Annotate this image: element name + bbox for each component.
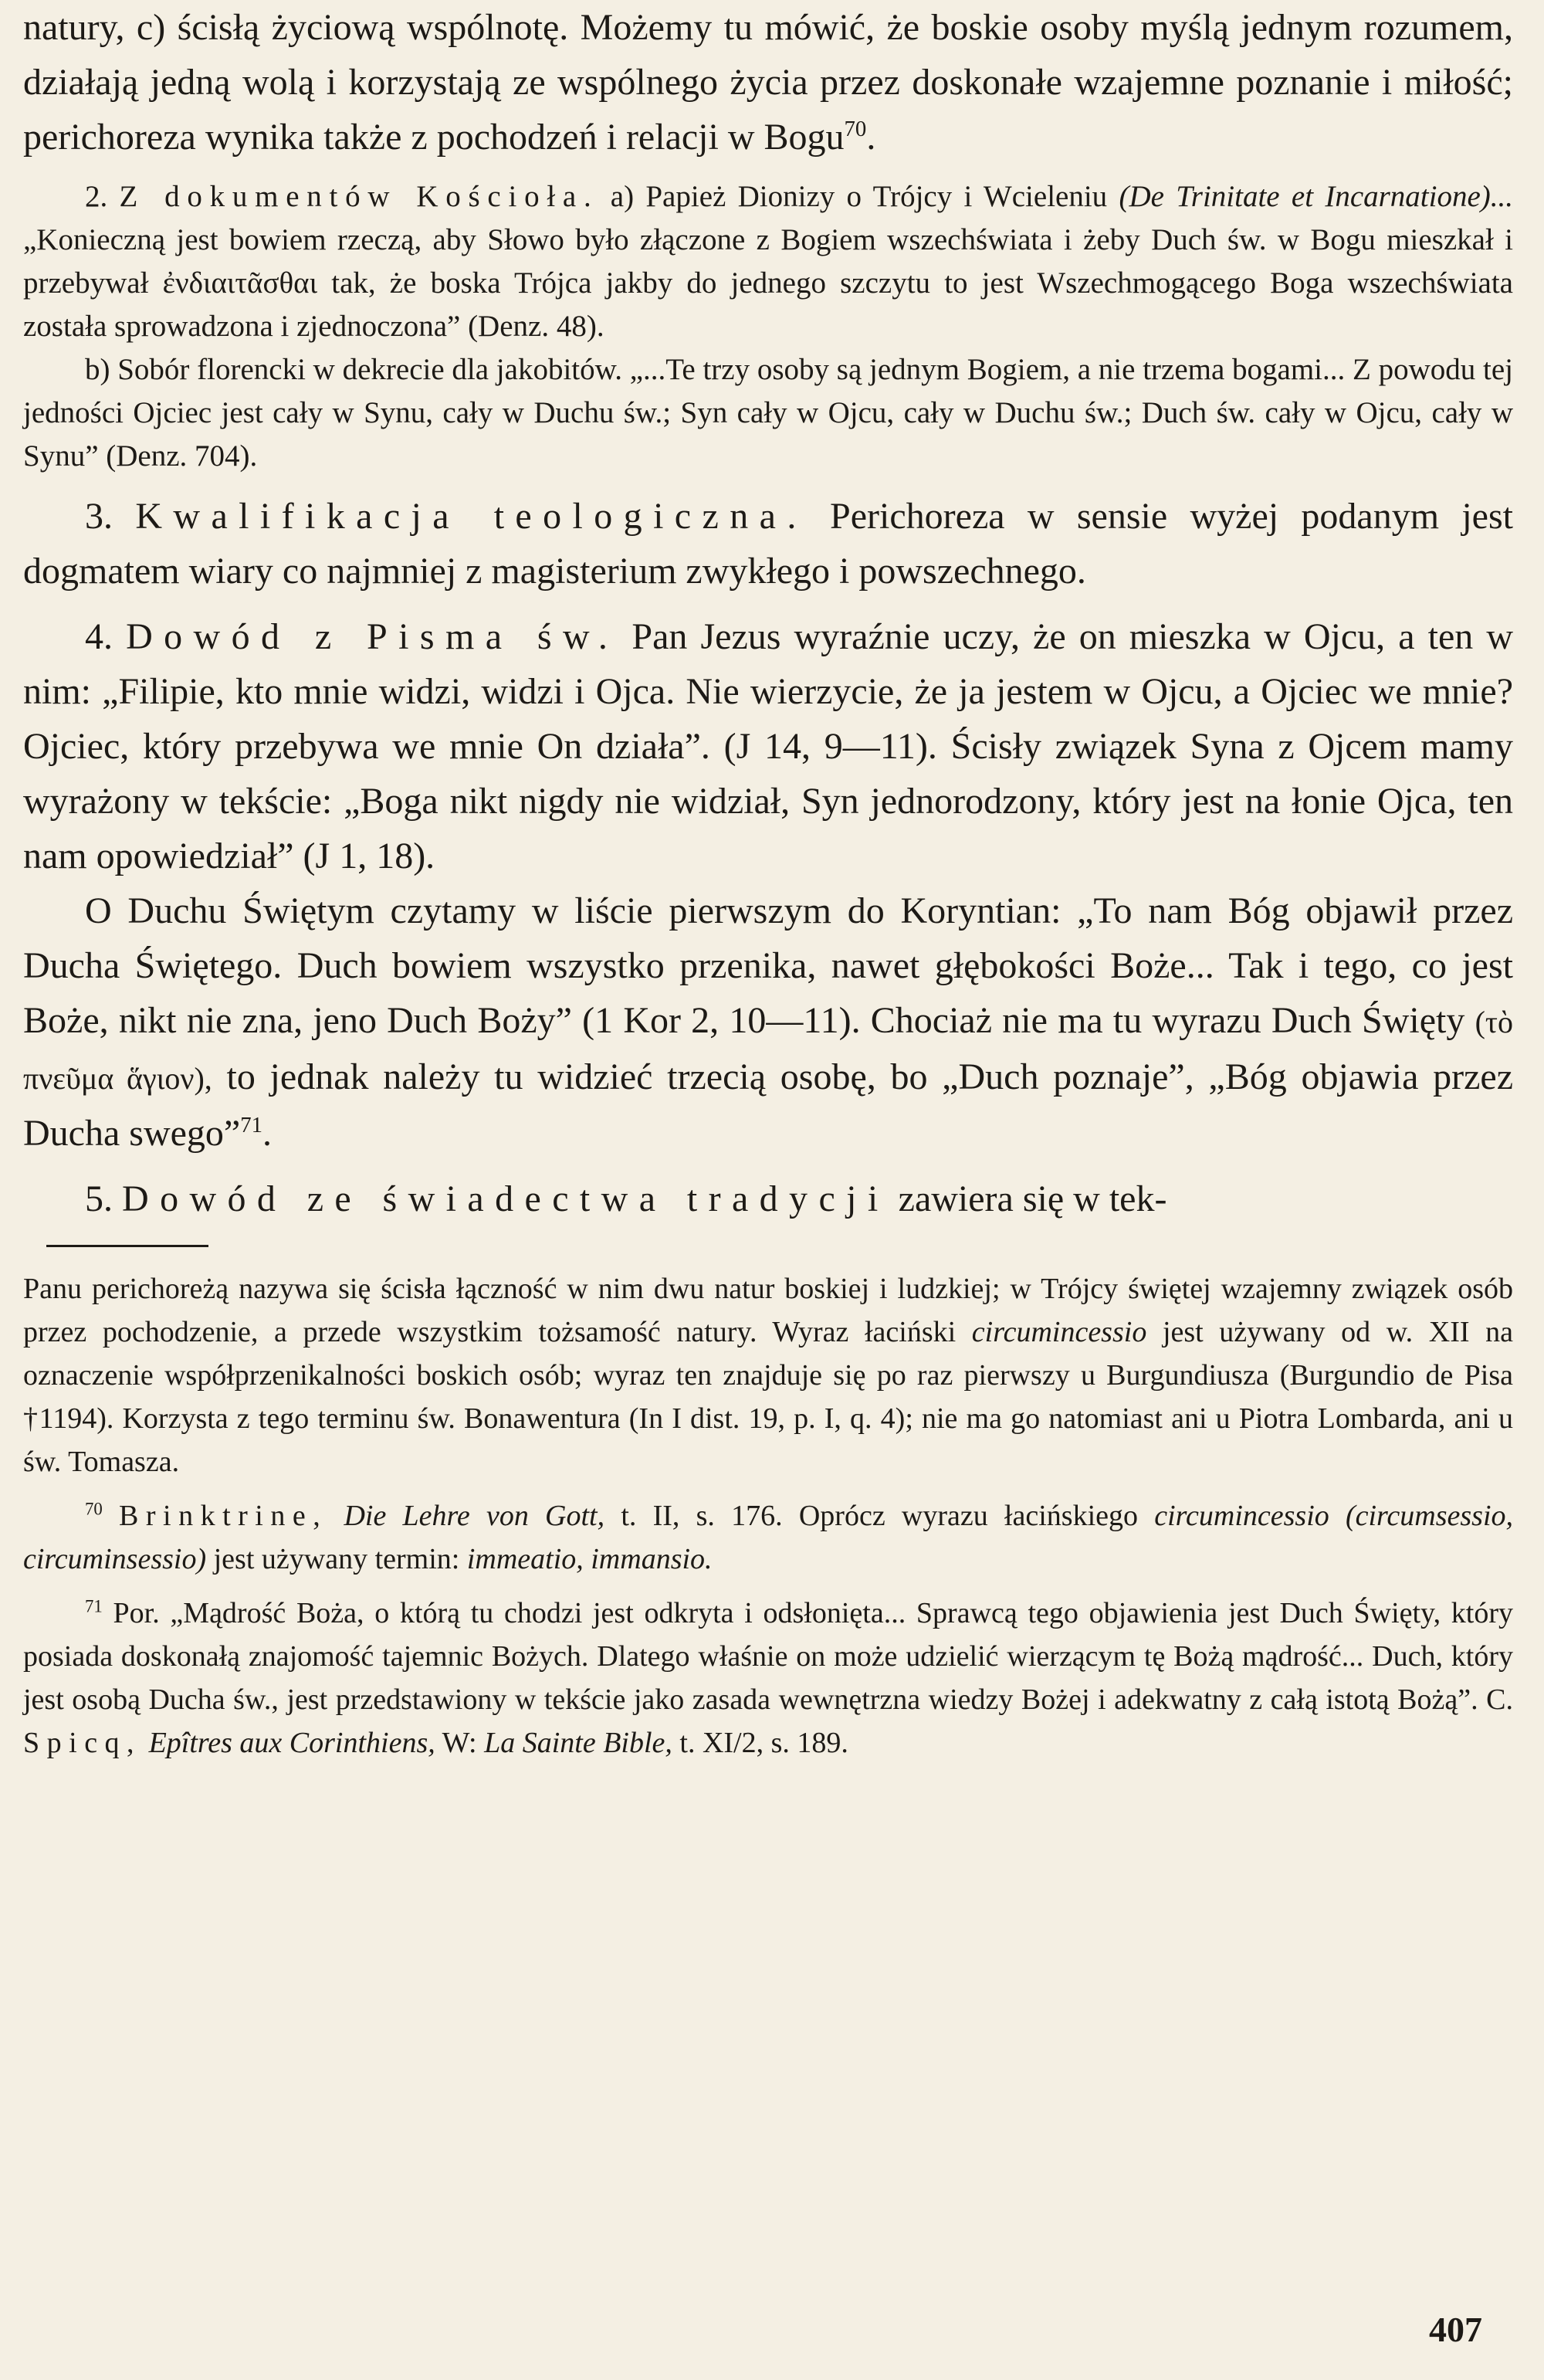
section-heading: Kwalifikacja teologiczna. — [135, 496, 808, 537]
footnote-continuation — [23, 1267, 1513, 1483]
book-page — [23, 0, 1513, 2380]
latin-terms: circumincessio (circumsessio, circuminsessio) — [23, 1500, 1514, 1575]
section-2-documents — [23, 175, 1513, 348]
footnote-70 — [23, 1494, 1513, 1581]
work-title: (De Trinitate et Incarnatione)... — [1119, 180, 1514, 213]
greek-phrase: (τὸ πνεῦμα ἅγιον), — [23, 1005, 1514, 1096]
punctuation: . — [262, 1113, 273, 1154]
work-title: Die Lehre von Gott, — [344, 1500, 605, 1532]
footnote-text: jest używany termin: — [213, 1543, 460, 1575]
section-number: 3. — [85, 496, 113, 537]
section-text: zawiera się w tek- — [898, 1178, 1167, 1219]
work-title: La Sainte Bible, — [484, 1727, 672, 1759]
latin-term: circumincessio — [971, 1316, 1147, 1348]
footnote-text: t. XI/2, s. 189. — [679, 1727, 848, 1759]
paragraph-text: natury, c) ścisłą życiową wspólnotę. Możemy tu mówić, że boskie osoby myślą jednym rozumem, działają jedną wolą i korzystają ze wspólnego życia przez doskonałe wzajemne poznanie i miłość; perichoreza wynika także z pochodzeń i relacji w Bogu — [23, 7, 1513, 158]
footnote-number: 71 — [85, 1596, 103, 1616]
section-3-qualification — [23, 489, 1513, 598]
footnote-ref-71: 71 — [240, 1113, 263, 1137]
section-heading: Dowód z Pisma św. — [126, 616, 619, 657]
section-text: Pan Jezus wyraźnie uczy, że on mieszka w Ojcu, a ten w nim: „Filipie, kto mnie widzi, widzi i Ojca. Nie wierzycie, że ja jestem w Ojcu, a Ojciec we mnie? Ojciec, który przebywa we mnie On działa”. (J 14, 9—11). Ścisły związek Syna z Ojcem mamy wyrażony w tekście: „Boga nikt nigdy nie widział, Syn jednorodzony, który jest na łonie Ojca, ten nam opowiedział” (J 1, 18). — [23, 616, 1514, 876]
footnote-text: t. II, s. 176. Oprócz wyrazu łacińskiego — [621, 1500, 1138, 1532]
paragraph-perichoresis-intro — [23, 0, 1513, 164]
footnote-text: Panu perichoreżą nazywa się ścisła łączność w nim dwu natur boskiej i ludzkiej; w Trójcy świętej wzajemny związek osób przez pochodzenie, a przede wszystkim tożsamość natury. Wyraz łaciński — [23, 1273, 1513, 1348]
section-text: Perichoreza w sensie wyżej podanym jest dogmatem wiary co najmniej z magisterium zwykłego i powszechnego. — [23, 496, 1513, 592]
section-number: 2. — [85, 180, 108, 213]
footnote-71 — [23, 1592, 1513, 1765]
work-title: Epîtres aux Corinthiens, — [148, 1727, 435, 1759]
section-2b-council — [23, 348, 1513, 478]
section-heading: Dowód ze świadectwa tradycji — [122, 1178, 889, 1219]
section-5-tradition — [23, 1171, 1513, 1226]
footnote-separator — [46, 1245, 208, 1247]
footnote-text: W: — [442, 1727, 477, 1759]
section-number: 4. — [85, 616, 113, 657]
paragraph-text: O Duchu Świętym czytamy w liście pierwszym do Koryntian: „To nam Bóg objawił przez Ducha Świętego. Duch bowiem wszystko przenika, nawet głębokości Boże... Tak i tego, co jest Boże, nikt nie zna, jeno Duch Boży” (1 Kor 2, 10—11). Chociaż nie ma tu wyrazu Duch Święty — [23, 890, 1513, 1041]
footnote-text: Por. „Mądrość Boża, o którą tu chodzi jest odkryta i odsłonięta... Sprawcą tego objawienia jest Duch Święty, który posiada doskonałą znajomość tajemnic Bożych. Dlatego właśnie on może udzielić wierzącym tę Bożą mądrość... Duch, który jest osobą Ducha św., jest przedstawiony w tekście jako zasada wewnętrzna wiedzy Bożej i adekwatny z całą istotą Bożą”. C. — [23, 1597, 1513, 1716]
section-4-scripture — [23, 609, 1513, 883]
footnote-number: 70 — [85, 1499, 103, 1519]
quote-text: b) Sobór florencki w dekrecie dla jakobitów. „...Te trzy osoby są jednym Bogiem, a nie trzema bogami... Z powodu tej jedności Ojciec jest cały w Synu, cały w Duchu św.; Syn cały w Ojcu, cały w Duchu św.; Duch św. cały w Ojcu, cały w Synu” (Denz. 704). — [23, 353, 1513, 473]
footnote-text: jest używany od w. XII na oznaczenie współprzenikalności boskich osób; wyraz ten znajduje się po raz pierwszy u Burgundiusza (Burgundio de Pisa †1194). Korzysta z tego terminu św. Bonawentura (In I dist. 19, p. I, q. 4); nie ma go natomiast ani u Piotra Lombarda, ani u św. Tomasza. — [23, 1316, 1513, 1478]
author-name: Spicq, — [23, 1727, 142, 1759]
section-heading: Z dokumentów Kościoła. — [119, 180, 599, 213]
author-name: Brinktrine, — [119, 1500, 328, 1532]
quote-text: „Konieczną jest bowiem rzeczą, aby Słowo było złączone z Bogiem wszechświata i żeby Duch św. w Bogu mieszkał i przebywał ἐνδιαιτᾶσθαι tak, że boska Trójca jakby do jednego szczytu to jest Wszechmogącego Boga wszechświata została sprowadzona i zjednoczona” (Denz. 48). — [23, 223, 1513, 343]
footnote-ref-70: 70 — [844, 117, 867, 141]
section-text: a) Papież Dionizy o Trójcy i Wcieleniu — [610, 180, 1108, 213]
punctuation: . — [866, 117, 876, 158]
latin-terms: immeatio, immansio. — [466, 1543, 713, 1575]
paragraph-holy-spirit — [23, 883, 1513, 1161]
page-number: 407 — [1429, 2310, 1482, 2349]
paragraph-text: to jednak należy tu widzieć trzecią osobę, bo „Duch poznaje”, „Bóg objawia przez Ducha swego” — [23, 1056, 1514, 1154]
section-number: 5. — [85, 1178, 113, 1219]
